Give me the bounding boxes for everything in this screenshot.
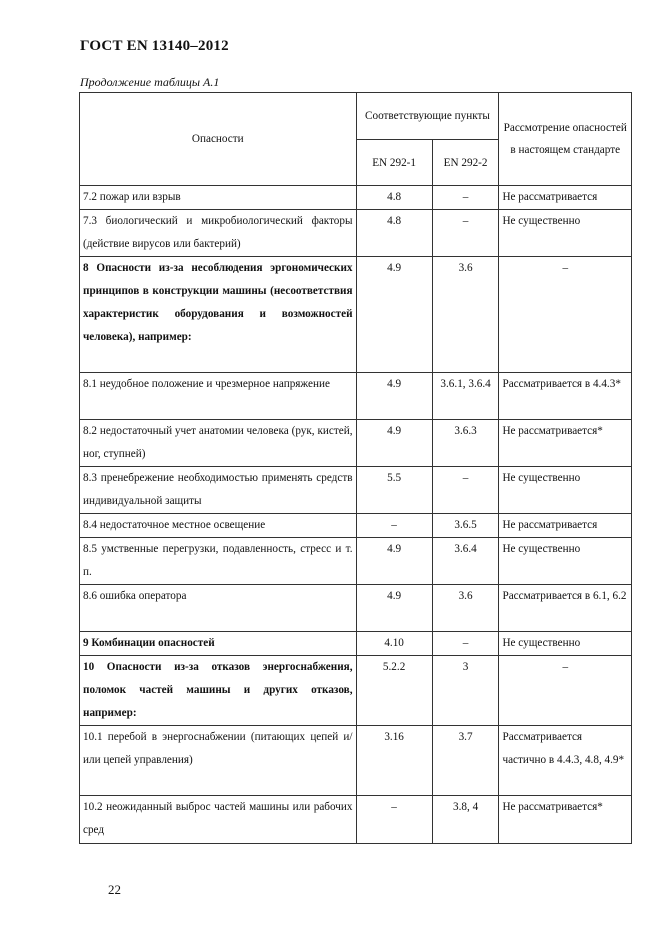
consideration-cell: Не рассматривается — [499, 186, 632, 210]
en-292-1-cell: 3.16 — [356, 726, 432, 796]
consideration-cell: – — [499, 257, 632, 373]
consideration-cell: Не рассматривается* — [499, 420, 632, 467]
table-row — [80, 656, 632, 726]
hazard-cell: 10 Опасности из-за отказов энергоснабжения, поломок частей машины и других отказов, например: — [80, 656, 357, 726]
en-292-1-cell: 4.9 — [356, 257, 432, 373]
header-hazards: Опасности — [80, 93, 357, 186]
table-row — [80, 632, 632, 656]
en-292-2-cell: – — [432, 467, 499, 514]
table-body — [80, 186, 632, 844]
en-292-1-cell: – — [356, 796, 432, 844]
consideration-cell: Не рассматривается — [499, 514, 632, 538]
document-title: ГОСТ EN 13140–2012 — [80, 38, 229, 54]
hazard-cell: 8.6 ошибка оператора — [80, 585, 357, 632]
en-292-2-cell: – — [432, 210, 499, 257]
en-292-2-cell: – — [432, 186, 499, 210]
hazard-cell: 7.2 пожар или взрыв — [80, 186, 357, 210]
hazard-cell: 9 Комбинации опасностей — [80, 632, 357, 656]
hazard-cell: 10.1 перебой в энергоснабжении (питающих цепей и/или цепей управления) — [80, 726, 357, 796]
table-row — [80, 186, 632, 210]
en-292-2-cell: 3.6.4 — [432, 538, 499, 585]
en-292-2-cell: 3.6.5 — [432, 514, 499, 538]
table-row — [80, 373, 632, 420]
header-consideration: Рассмотрение опасностей в настоящем стандарте — [499, 93, 632, 186]
consideration-cell: Рассматривается в 4.4.3* — [499, 373, 632, 420]
en-292-2-cell: – — [432, 632, 499, 656]
page-number: 22 — [108, 882, 121, 897]
en-292-1-cell: 4.8 — [356, 186, 432, 210]
en-292-1-cell: 5.2.2 — [356, 656, 432, 726]
hazards-table — [79, 92, 632, 844]
consideration-cell: Не существенно — [499, 632, 632, 656]
hazard-cell: 8.2 недостаточный учет анатомии человека (рук, кистей, ног, ступней) — [80, 420, 357, 467]
hazard-cell: 8.1 неудобное положение и чрезмерное напряжение — [80, 373, 357, 420]
table-row — [80, 585, 632, 632]
consideration-cell: Не существенно — [499, 210, 632, 257]
hazard-cell: 8 Опасности из-за несоблюдения эргономических принципов в конструкции машины (несоответствия характеристик оборудования и возможностей человека), например: — [80, 257, 357, 373]
en-292-2-cell: 3.6.1, 3.6.4 — [432, 373, 499, 420]
en-292-1-cell: 4.9 — [356, 420, 432, 467]
header-en-292-2: EN 292-2 — [432, 140, 499, 186]
en-292-1-cell: 4.8 — [356, 210, 432, 257]
table-row — [80, 257, 632, 373]
en-292-1-cell: 4.9 — [356, 585, 432, 632]
consideration-cell: Не существенно — [499, 467, 632, 514]
en-292-1-cell: – — [356, 514, 432, 538]
en-292-2-cell: 3.6 — [432, 257, 499, 373]
table-row — [80, 726, 632, 796]
table-row — [80, 210, 632, 257]
en-292-2-cell: 3.8, 4 — [432, 796, 499, 844]
en-292-1-cell: 4.9 — [356, 538, 432, 585]
hazard-cell: 10.2 неожиданный выброс частей машины или рабочих сред — [80, 796, 357, 844]
en-292-1-cell: 4.9 — [356, 373, 432, 420]
consideration-cell: Не рассматривается* — [499, 796, 632, 844]
hazard-cell: 8.5 умственные перегрузки, подавленность, стресс и т. п. — [80, 538, 357, 585]
table-row — [80, 467, 632, 514]
consideration-cell: Не существенно — [499, 538, 632, 585]
table-row — [80, 420, 632, 467]
hazard-cell: 7.3 биологический и микробиологический факторы (действие вирусов или бактерий) — [80, 210, 357, 257]
consideration-cell: – — [499, 656, 632, 726]
consideration-cell: Рассматривается частично в 4.4.3, 4.8, 4.9* — [499, 726, 632, 796]
en-292-1-cell: 4.10 — [356, 632, 432, 656]
table-caption: Продолжение таблицы А.1 — [80, 75, 220, 89]
en-292-2-cell: 3.7 — [432, 726, 499, 796]
en-292-2-cell: 3 — [432, 656, 499, 726]
hazard-cell: 8.4 недостаточное местное освещение — [80, 514, 357, 538]
en-292-2-cell: 3.6 — [432, 585, 499, 632]
consideration-cell: Рассматривается в 6.1, 6.2 — [499, 585, 632, 632]
en-292-1-cell: 5.5 — [356, 467, 432, 514]
table-row — [80, 538, 632, 585]
table-row — [80, 514, 632, 538]
header-clauses: Соответствующие пункты — [356, 93, 499, 140]
en-292-2-cell: 3.6.3 — [432, 420, 499, 467]
hazard-cell: 8.3 пренебрежение необходимостью применять средств индивидуальной защиты — [80, 467, 357, 514]
header-en-292-1: EN 292-1 — [356, 140, 432, 186]
table-row — [80, 796, 632, 844]
